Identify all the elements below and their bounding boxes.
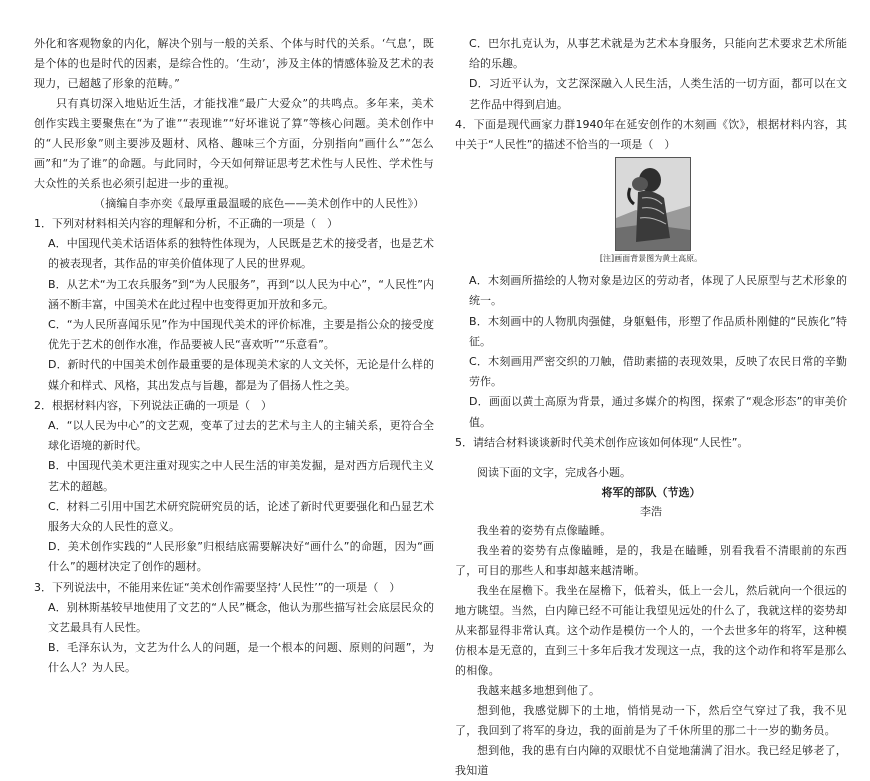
question-2-option-c: C．材料二引用中国艺术研究院研究员的话，论述了新时代更要强化和凸显艺术服务大众的人民性的意义。 [48,499,434,534]
question-3-option-d: D．习近平认为，文艺深深融入人民生活，人类生活的一切方面，都可以在文艺作品中得到启迪。 [469,77,847,111]
question-3-option-b: B．毛泽东认为，文艺为什么人的问题，是一个根本的问题、原则的问题”，为什么人？为人民。 [48,641,434,675]
question-1-option-b: B．从艺术“为工农兵服务”到“为人民服务”，再到“以人民为中心”，“人民性”内涵不断丰富，中国美术在此过程中也变得更加开放和多元。 [48,277,434,311]
citation: （摘编自李亦奕《最厚重最温暖的底色——美术创作中的人民性》） [94,197,425,210]
question-2-option-a: A．“以人民为中心”的文艺观，变革了过去的艺术与主人的主辅关系，更符合全球化语境的新时代。 [48,419,434,453]
question-3-option-c: C．巴尔扎克认为，从事艺术就是为艺术本身服务，只能向艺术要求艺术所能给的乐趣。 [469,37,847,71]
story-paragraph: 我越来越多地想到他了。 [477,684,601,698]
right-column [455,34,847,781]
question-2-option-b: B．中国现代美术更注重对现实之中人民生活的审美发掘，是对西方后现代主义艺术的超越。 [48,459,434,493]
story-title: 将军的部队（节选） [601,486,701,500]
story-paragraph: 我坐着的姿势有点像瞌睡，是的，我是在瞌睡，别看我看不清眼前的东西了，可目的那些人和事却越来越清晰。 [455,544,847,578]
left-column [34,34,434,679]
question-3-stem: 3．下列说法中，不能用来佐证“美术创作需要坚持‘人民性’”的一项是（ ） [34,580,401,594]
story-paragraph: 想到他，我感觉脚下的土地，悄悄晃动一下，然后空气穿过了我，我不见了，我回到了将军的身边，我的面前是为了千休所里的那二十一岁的勤务员。 [455,704,847,738]
spacer [455,453,847,463]
question-2-option-d: D．美术创作实践的“人民形象”归根结底需要解决好“画什么”的命题，因为“画什么”的题材决定了创作的题材。 [48,540,434,574]
question-1-stem: 1．下列对材料相关内容的理解和分析，不正确的一项是（ ） [34,217,338,230]
question-4-option-a: A．木刻画所描绘的人物对象是边区的劳动者，体现了人民原型与艺术形象的统一。 [469,274,847,308]
woodcut-image [615,157,691,251]
question-1-option-d: D．新时代的中国美术创作最重要的是体现美术家的人文关怀，无论是什么样的媒介和样式、风格，其出发点与旨趣，都是为了倡扬人性之美。 [48,358,434,392]
question-4-option-b: B．木刻画中的人物肌肉强健，身躯魁伟，形塑了作品质朴刚健的“民族化”特征。 [469,314,847,348]
reading-instruction: 阅读下面的文字，完成各小题。 [477,466,631,480]
story-paragraph: 想到他，我的患有白内障的双眼忧不自觉地蒲满了泪水。我已经足够老了，我知道 [455,744,847,778]
intro-paragraph: 外化和客观物象的内化，解决个别与一般的关系、个体与时代的关系。‘气息’，既是个体的也是时代的因素，是综合性的。‘生动’，涉及主体的情感体验及艺术的表现力，已超越了形象的范畴。” [34,37,434,90]
story-paragraph: 我坐在屋檐下。我坐在屋檐下，低着头，低上一会儿，然后就向一个很远的地方眺望。当然，白内障已经不可能让我望见远处的什么了，我就这样的姿势却从来都显得非常认真。这个动作是模仿一个人的，一个去世多年的将军，这种模仿根本是无意的，直到三十多年后我才发现这一点，我的这个动作和将军是那么的相像。 [455,584,847,678]
question-4-stem: 4．下面是现代画家力群1940年在延安创作的木刻画《饮》，根据材料内容，其中关于“人民性”的描述不恰当的一项是（ ） [455,117,847,152]
woodcut-caption: [注]画面背景图为黄土高原。 [599,254,703,264]
woodcut-figure [455,157,847,271]
question-4-option-c: C．木刻画用严密交织的刀触，借助素描的表现效果，反映了农民日常的辛勤劳作。 [469,355,847,389]
question-2-stem: 2．根据材料内容，下列说法正确的一项是（ ） [34,398,272,412]
story-paragraph: 我坐着的姿势有点像瞌睡。 [477,524,612,538]
intro-paragraph: 只有真切深入地贴近生活，才能找准“最广大爱众”的共鸣点。多年来，美术创作实践主要聚焦在“为了谁”“表现谁”“好坏谁说了算”等核心问题。美术创作中的“人民形象”则主要涉及题材、风格、趣味三个方面，分别指向“画什么”“怎么画”和“为了谁”的命题。与此同时，今天如何辩证思考艺术性与人民性、学术性与大众性的关系也必须引起进一步的重视。 [34,97,434,190]
question-1-option-c: C．“为人民所喜闻乐见”作为中国现代美术的评价标准，主要是指公众的接受度优先于艺术的创作水准，作品要被人民“喜欢听”“乐意看”。 [48,318,434,352]
story-author: 李浩 [640,505,662,519]
question-5-stem: 5．请结合材料谈谈新时代美术创作应该如何体现“人民性”。 [455,435,749,449]
question-4-option-d: D．画面以黄土高原为背景，通过多媒介的构图，探索了“观念形态”的审美价值。 [469,395,847,429]
question-1-option-a: A．中国现代美术话语体系的独特性体现为，人民既是艺术的接受者，也是艺术的被表现者，其作品的审美价值体现了人民的世界观。 [48,237,434,271]
question-3-option-a: A．别林斯基较早地使用了文艺的“人民”概念，他认为那些描写社会底层民众的文艺最具有人民性。 [48,600,434,635]
